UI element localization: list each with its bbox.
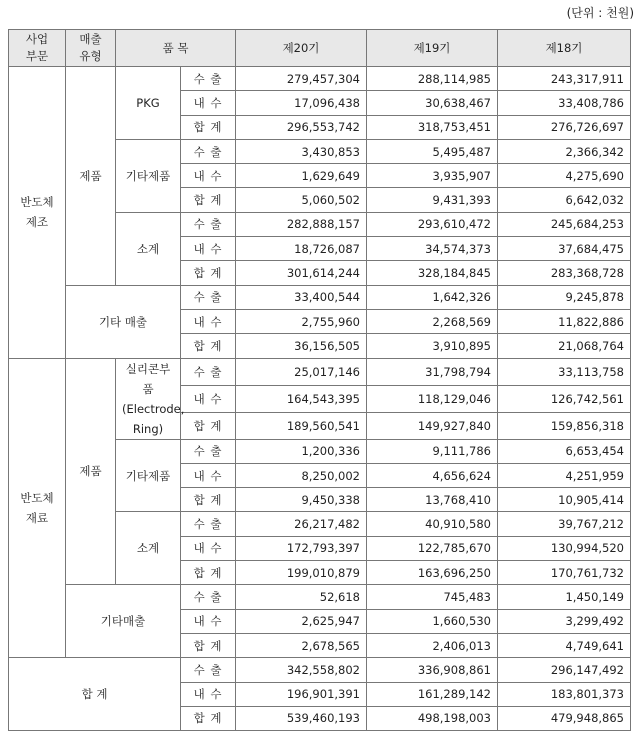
value-cell: 40,910,580 xyxy=(367,512,498,536)
value-cell: 288,114,985 xyxy=(367,67,498,91)
row-kind-label: 수 출 xyxy=(181,285,236,309)
value-cell: 10,905,414 xyxy=(498,488,631,512)
item-name-cell: 기타제품 xyxy=(116,139,181,212)
value-cell: 539,460,193 xyxy=(236,706,367,730)
row-kind-label: 합 계 xyxy=(181,488,236,512)
value-cell: 479,948,865 xyxy=(498,706,631,730)
value-cell: 1,660,530 xyxy=(367,609,498,633)
value-cell: 34,574,373 xyxy=(367,237,498,261)
row-kind-label: 합 계 xyxy=(181,706,236,730)
sales-table xyxy=(8,29,631,731)
value-cell: 130,994,520 xyxy=(498,536,631,560)
value-cell: 9,111,786 xyxy=(367,439,498,463)
value-cell: 1,629,649 xyxy=(236,164,367,188)
value-cell: 9,245,878 xyxy=(498,285,631,309)
value-cell: 745,483 xyxy=(367,585,498,609)
sales-type-cell: 기타 매출 xyxy=(66,285,181,358)
value-cell: 336,908,861 xyxy=(367,658,498,682)
header-segment: 사업 부문 xyxy=(9,30,66,67)
row-kind-label: 내 수 xyxy=(181,385,236,412)
value-cell: 296,147,492 xyxy=(498,658,631,682)
value-cell: 159,856,318 xyxy=(498,412,631,439)
table-row xyxy=(9,658,631,682)
value-cell: 33,113,758 xyxy=(498,358,631,385)
value-cell: 17,096,438 xyxy=(236,91,367,115)
value-cell: 9,450,338 xyxy=(236,488,367,512)
value-cell: 276,726,697 xyxy=(498,115,631,139)
value-cell: 243,317,911 xyxy=(498,67,631,91)
unit-label: (단위 : 천원) xyxy=(566,6,634,20)
value-cell: 282,888,157 xyxy=(236,212,367,236)
grand-total-label: 합 계 xyxy=(9,658,181,731)
item-name-cell: PKG xyxy=(116,67,181,140)
value-cell: 4,251,959 xyxy=(498,463,631,487)
value-cell: 1,642,326 xyxy=(367,285,498,309)
value-cell: 126,742,561 xyxy=(498,385,631,412)
header-item: 품 목 xyxy=(116,30,236,67)
value-cell: 161,289,142 xyxy=(367,682,498,706)
value-cell: 279,457,304 xyxy=(236,67,367,91)
table-row xyxy=(9,285,631,309)
value-cell: 9,431,393 xyxy=(367,188,498,212)
value-cell: 30,638,467 xyxy=(367,91,498,115)
sales-type-cell: 제품 xyxy=(66,358,116,585)
row-kind-label: 내 수 xyxy=(181,536,236,560)
value-cell: 318,753,451 xyxy=(367,115,498,139)
sales-type-cell: 기타매출 xyxy=(66,585,181,658)
value-cell: 11,822,886 xyxy=(498,309,631,333)
value-cell: 2,366,342 xyxy=(498,139,631,163)
value-cell: 293,610,472 xyxy=(367,212,498,236)
row-kind-label: 내 수 xyxy=(181,91,236,115)
row-kind-label: 수 출 xyxy=(181,139,236,163)
item-name-cell: 소계 xyxy=(116,212,181,285)
value-cell: 342,558,802 xyxy=(236,658,367,682)
value-cell: 26,217,482 xyxy=(236,512,367,536)
value-cell: 31,798,794 xyxy=(367,358,498,385)
row-kind-label: 내 수 xyxy=(181,237,236,261)
row-kind-label: 합 계 xyxy=(181,261,236,285)
value-cell: 283,368,728 xyxy=(498,261,631,285)
value-cell: 3,935,907 xyxy=(367,164,498,188)
header-period-19: 제19기 xyxy=(367,30,498,67)
value-cell: 39,767,212 xyxy=(498,512,631,536)
row-kind-label: 수 출 xyxy=(181,212,236,236)
value-cell: 170,761,732 xyxy=(498,561,631,585)
value-cell: 149,927,840 xyxy=(367,412,498,439)
row-kind-label: 합 계 xyxy=(181,633,236,657)
value-cell: 164,543,395 xyxy=(236,385,367,412)
value-cell: 2,755,960 xyxy=(236,309,367,333)
value-cell: 122,785,670 xyxy=(367,536,498,560)
item-name-cell: 소계 xyxy=(116,512,181,585)
row-kind-label: 합 계 xyxy=(181,188,236,212)
row-kind-label: 수 출 xyxy=(181,358,236,385)
value-cell: 8,250,002 xyxy=(236,463,367,487)
value-cell: 183,801,373 xyxy=(498,682,631,706)
value-cell: 33,400,544 xyxy=(236,285,367,309)
row-kind-label: 수 출 xyxy=(181,67,236,91)
table-row xyxy=(9,585,631,609)
header-period-18: 제18기 xyxy=(498,30,631,67)
row-kind-label: 합 계 xyxy=(181,561,236,585)
segment-cell: 반도체 제조 xyxy=(9,67,66,359)
row-kind-label: 내 수 xyxy=(181,309,236,333)
item-name-cell: 실리콘부품 (Electrode, Ring) xyxy=(116,358,181,439)
value-cell: 301,614,244 xyxy=(236,261,367,285)
row-kind-label: 수 출 xyxy=(181,585,236,609)
row-kind-label: 수 출 xyxy=(181,512,236,536)
header-period-20: 제20기 xyxy=(236,30,367,67)
table-row xyxy=(9,67,631,91)
row-kind-label: 내 수 xyxy=(181,463,236,487)
header-row xyxy=(9,30,631,67)
value-cell: 296,553,742 xyxy=(236,115,367,139)
row-kind-label: 합 계 xyxy=(181,334,236,358)
table-row xyxy=(9,358,631,385)
value-cell: 172,793,397 xyxy=(236,536,367,560)
row-kind-label: 내 수 xyxy=(181,682,236,706)
item-name-cell: 기타제품 xyxy=(116,439,181,512)
value-cell: 4,749,641 xyxy=(498,633,631,657)
value-cell: 189,560,541 xyxy=(236,412,367,439)
value-cell: 328,184,845 xyxy=(367,261,498,285)
value-cell: 18,726,087 xyxy=(236,237,367,261)
value-cell: 21,068,764 xyxy=(498,334,631,358)
value-cell: 3,910,895 xyxy=(367,334,498,358)
value-cell: 3,299,492 xyxy=(498,609,631,633)
row-kind-label: 내 수 xyxy=(181,164,236,188)
value-cell: 25,017,146 xyxy=(236,358,367,385)
value-cell: 498,198,003 xyxy=(367,706,498,730)
table-body xyxy=(9,67,631,731)
value-cell: 2,678,565 xyxy=(236,633,367,657)
value-cell: 118,129,046 xyxy=(367,385,498,412)
value-cell: 199,010,879 xyxy=(236,561,367,585)
value-cell: 2,268,569 xyxy=(367,309,498,333)
value-cell: 52,618 xyxy=(236,585,367,609)
value-cell: 13,768,410 xyxy=(367,488,498,512)
value-cell: 245,684,253 xyxy=(498,212,631,236)
row-kind-label: 합 계 xyxy=(181,412,236,439)
value-cell: 196,901,391 xyxy=(236,682,367,706)
value-cell: 5,060,502 xyxy=(236,188,367,212)
value-cell: 37,684,475 xyxy=(498,237,631,261)
value-cell: 4,656,624 xyxy=(367,463,498,487)
value-cell: 1,450,149 xyxy=(498,585,631,609)
value-cell: 5,495,487 xyxy=(367,139,498,163)
value-cell: 4,275,690 xyxy=(498,164,631,188)
value-cell: 2,625,947 xyxy=(236,609,367,633)
row-kind-label: 수 출 xyxy=(181,439,236,463)
value-cell: 33,408,786 xyxy=(498,91,631,115)
value-cell: 6,653,454 xyxy=(498,439,631,463)
sales-type-cell: 제품 xyxy=(66,67,116,286)
header-sales-type: 매출 유형 xyxy=(66,30,116,67)
value-cell: 2,406,013 xyxy=(367,633,498,657)
value-cell: 1,200,336 xyxy=(236,439,367,463)
value-cell: 6,642,032 xyxy=(498,188,631,212)
value-cell: 163,696,250 xyxy=(367,561,498,585)
row-kind-label: 수 출 xyxy=(181,658,236,682)
row-kind-label: 합 계 xyxy=(181,115,236,139)
row-kind-label: 내 수 xyxy=(181,609,236,633)
segment-cell: 반도체 재료 xyxy=(9,358,66,658)
value-cell: 36,156,505 xyxy=(236,334,367,358)
value-cell: 3,430,853 xyxy=(236,139,367,163)
